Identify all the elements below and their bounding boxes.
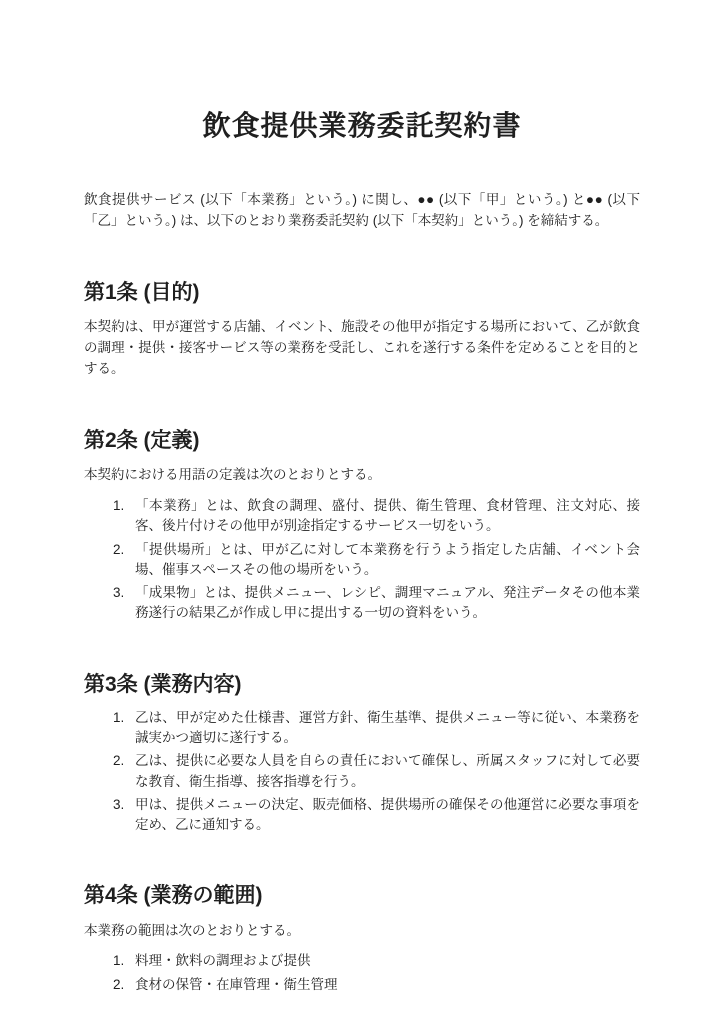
list-item: 1. 「本業務」とは、飲食の調理、盛付、提供、衛生管理、食材管理、注文対応、接客、後片付けその他甲が別途指定するサービス一切をいう。 bbox=[128, 496, 640, 537]
article-4-heading: 第4条 (業務の範囲) bbox=[84, 884, 263, 908]
article-3-heading: 第3条 (業務内容) bbox=[84, 672, 242, 696]
article-4-list bbox=[84, 951, 640, 995]
section-article-1 bbox=[84, 280, 640, 380]
section-article-2 bbox=[84, 428, 640, 624]
preamble-paragraph: 飲食提供サービス (以下「本業務」という。) に関し、●● (以下「甲」という。) と●● (以下「乙」という。) は、以下のとおり業務委託契約 (以下「本契約」という。) を締結する。 bbox=[84, 192, 640, 228]
article-3-list bbox=[84, 708, 640, 836]
article-1-paragraph: 本契約は、甲が運営する店舗、イベント、施設その他甲が指定する場所において、乙が飲食の調理・提供・接客サービス等の業務を受託し、これを遂行する条件を定めることを目的とする。 bbox=[84, 319, 640, 376]
section-article-3 bbox=[84, 672, 640, 836]
article-2-paragraph: 本契約における用語の定義は次のとおりとする。 bbox=[84, 467, 381, 483]
list-item: 2. 食材の保管・在庫管理・衛生管理 bbox=[128, 975, 640, 995]
article-1-heading: 第1条 (目的) bbox=[84, 280, 200, 304]
list-item: 3. 甲は、提供メニューの決定、販売価格、提供場所の確保その他運営に必要な事項を定め、乙に通知する。 bbox=[128, 795, 640, 836]
document-title: 飲食提供業務委託契約書 bbox=[202, 110, 522, 141]
list-item: 1. 乙は、甲が定めた仕様書、運営方針、衛生基準、提供メニュー等に従い、本業務を誠実かつ適切に遂行する。 bbox=[128, 708, 640, 749]
article-2-heading: 第2条 (定義) bbox=[84, 428, 200, 452]
article-2-list bbox=[84, 496, 640, 624]
list-item: 2. 乙は、提供に必要な人員を自らの責任において確保し、所属スタッフに対して必要な教育、衛生指導、接客指導を行う。 bbox=[128, 751, 640, 792]
list-item: 2. 「提供場所」とは、甲が乙に対して本業務を行うよう指定した店舗、イベント会場、催事スペースその他の場所をいう。 bbox=[128, 540, 640, 581]
section-article-4 bbox=[84, 883, 640, 995]
list-item: 3. 「成果物」とは、提供メニュー、レシピ、調理マニュアル、発注データその他本業務遂行の結果乙が作成し甲に提出する一切の資料をいう。 bbox=[128, 583, 640, 624]
list-item: 1. 料理・飲料の調理および提供 bbox=[128, 951, 640, 971]
article-4-paragraph: 本業務の範囲は次のとおりとする。 bbox=[84, 922, 300, 938]
